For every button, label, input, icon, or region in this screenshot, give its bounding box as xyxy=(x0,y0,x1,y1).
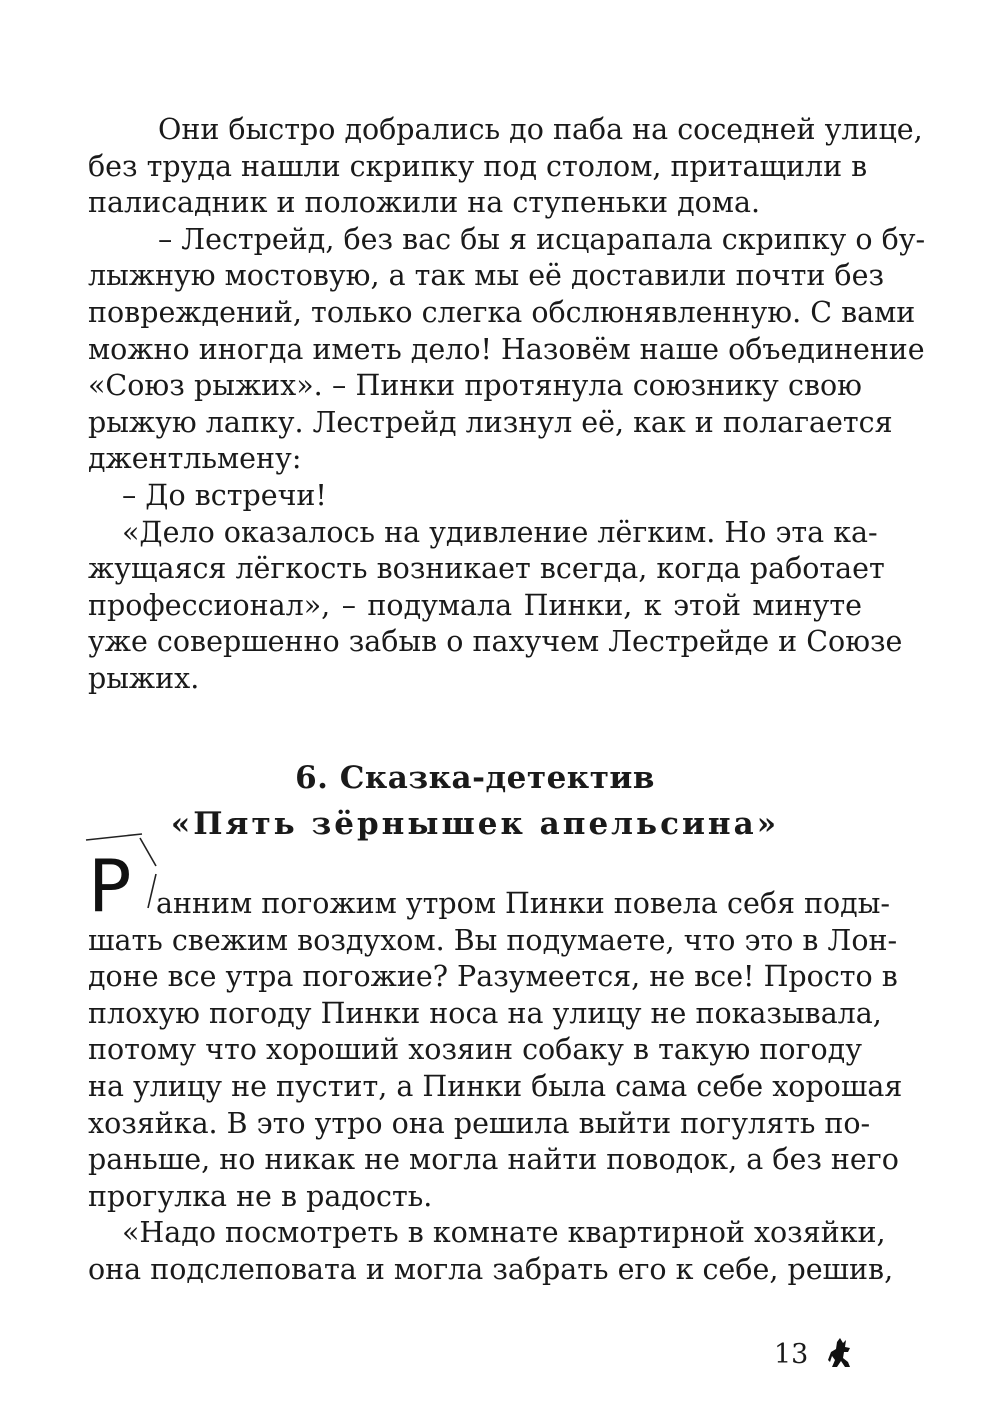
text-line: повреждений, только слегка обслюнявленную. С вами xyxy=(88,295,916,329)
text-line: раньше, но никак не могла найти поводок, а без него xyxy=(88,1143,899,1177)
text-line: шать свежим воздухом. Вы подумаете, что это в Лон- xyxy=(88,923,898,957)
text-line: «Союз рыжих». – Пинки протянула союзнику свою xyxy=(88,369,862,403)
text-line: лыжную мостовую, а так мы её доставили почти без xyxy=(88,259,884,293)
text-line: можно иногда иметь дело! Назовём наше объединение xyxy=(88,332,925,366)
text-block-top xyxy=(88,112,926,698)
text-line: «Дело оказалось на удивление лёгким. Но эта ка- xyxy=(122,515,878,549)
text-line: джентльмену: xyxy=(88,442,302,476)
page-number: 13 xyxy=(774,1339,809,1370)
text-line: прогулка не в радость. xyxy=(88,1179,433,1213)
text-line: профессионал», – подумала Пинки, к этой минуте xyxy=(88,588,862,622)
text-line: «Надо посмотреть в комнате квартирной хозяйки, xyxy=(122,1216,886,1250)
text-line: Они быстро добрались до паба на соседней улице, xyxy=(158,113,923,146)
text-line: рыжих. xyxy=(88,661,200,695)
text-line: она подслеповата и могла забрать его к себе, решив, xyxy=(88,1252,894,1286)
chapter-subtitle: «Пять зёрнышек апельсина» xyxy=(170,806,780,842)
text-line: – Лестрейд, без вас бы я исцарапала скрипку о бу- xyxy=(158,222,926,256)
text-line: – До встречи! xyxy=(122,478,327,512)
drop-cap-letter: Р xyxy=(88,844,132,928)
text-line: жущаяся лёгкость возникает всегда, когда работает xyxy=(88,552,885,586)
text-line: палисадник и положили на ступеньки дома. xyxy=(88,186,761,220)
text-line: уже совершенно забыв о пахучем Лестрейде и Союзе xyxy=(88,625,903,659)
text-line: рыжую лапку. Лестрейд лизнул её, как и полагается xyxy=(88,405,893,439)
chapter-title: 6. Сказка-детектив xyxy=(295,760,655,796)
text-line: потому что хороший хозяин собаку в такую погоду xyxy=(88,1033,862,1067)
text-line: без труда нашли скрипку под столом, притащили в xyxy=(88,149,868,183)
dog-icon xyxy=(826,1336,854,1368)
text-block-bottom xyxy=(88,886,903,1289)
text-line: доне все утра погожие? Разумеется, не все! Просто в xyxy=(88,960,898,994)
text-line: на улицу не пустит, а Пинки была сама себе хорошая xyxy=(88,1069,903,1103)
text-line: хозяйка. В это утро она решила выйти погулять по- xyxy=(88,1106,871,1140)
text-line: анним погожим утром Пинки повела себя поды- xyxy=(156,887,891,920)
text-line: плохую погоду Пинки носа на улицу не показывала, xyxy=(88,996,882,1030)
